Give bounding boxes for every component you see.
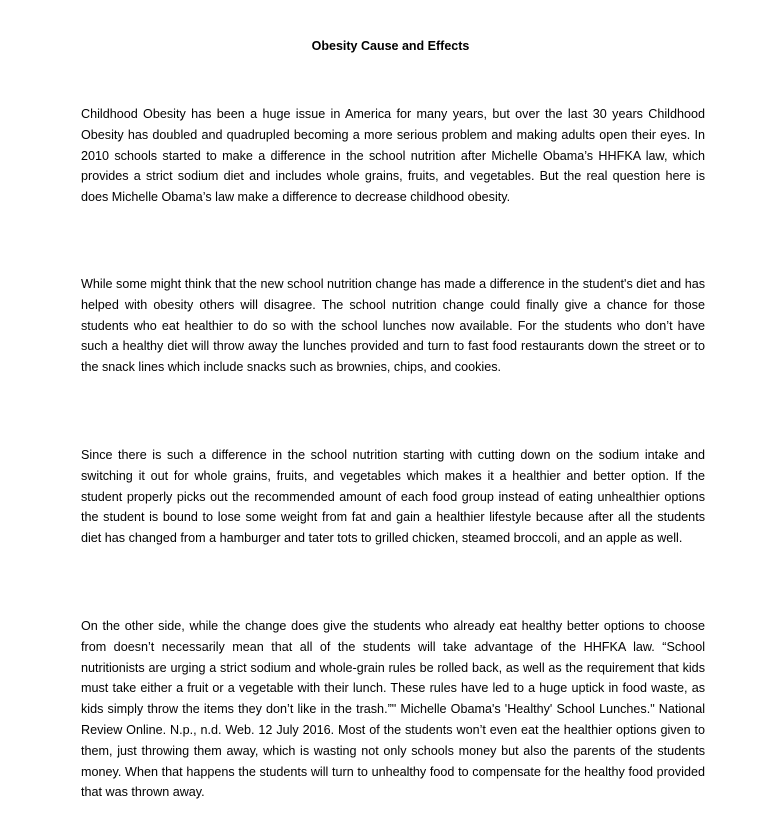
paragraph-food-waste: On the other side, while the change does give the students who already eat healthy better options to choose from doesn’t necessarily mean that all of the students will take advantage of the HHFKA law. “School nutritionists are urging a strict sodium and whole-grain rules be rolled back, as well as the requirement that kids must take either a fruit or a vegetable with their lunch. These rules have led to a huge uptick in food waste, as kids simply throw the items they don’t like in the trash.”" Michelle Obama's 'Healthy' School Lunches." National Review Online. N.p., n.d. Web. 12 July 2016. Most of the students won’t even eat the healthier options given to them, just throwing them away, which is wasting not only schools money but also the parents of the students money. When that happens the students will turn to unhealthy food to compensate for the healthy food provided that was thrown away.: [81, 619, 705, 800]
paragraph-introduction: Childhood Obesity has been a huge issue in America for many years, but over the last 30 years Childhood Obesity has doubled and quadrupled becoming a more serious problem and making adults open their eyes. In 2010 schools started to make a difference in the school nutrition after Michelle Obama’s HHFKA law, which provides a strict sodium diet and includes whole grains, fruits, and vegetables. But the real question here is does Michelle Obama’s law make a difference to decrease childhood obesity.: [81, 107, 705, 205]
document-title: Obesity Cause and Effects: [311, 39, 470, 53]
paragraph-nutrition-benefits: Since there is such a difference in the school nutrition starting with cutting down on the sodium intake and switching it out for whole grains, fruits, and vegetables which makes it a healthier and better option. If the student properly picks out the recommended amount of each food group instead of eating unhealthier options the student is bound to lose some weight from fat and gain a healthier lifestyle because after all the students diet has changed from a hamburger and tater tots to grilled chicken, steamed broccoli, and an apple as well.: [81, 448, 705, 546]
paragraph-opposing-views: While some might think that the new school nutrition change has made a difference in the student's diet and has helped with obesity others will disagree. The school nutrition change could finally give a chance for those students who eat healthier to do so with the school lunches now available. For the students who don’t have such a healthy diet will throw away the lunches provided and turn to fast food restaurants down the street or to the snack lines which include snacks such as brownies, chips, and cookies.: [81, 277, 705, 375]
